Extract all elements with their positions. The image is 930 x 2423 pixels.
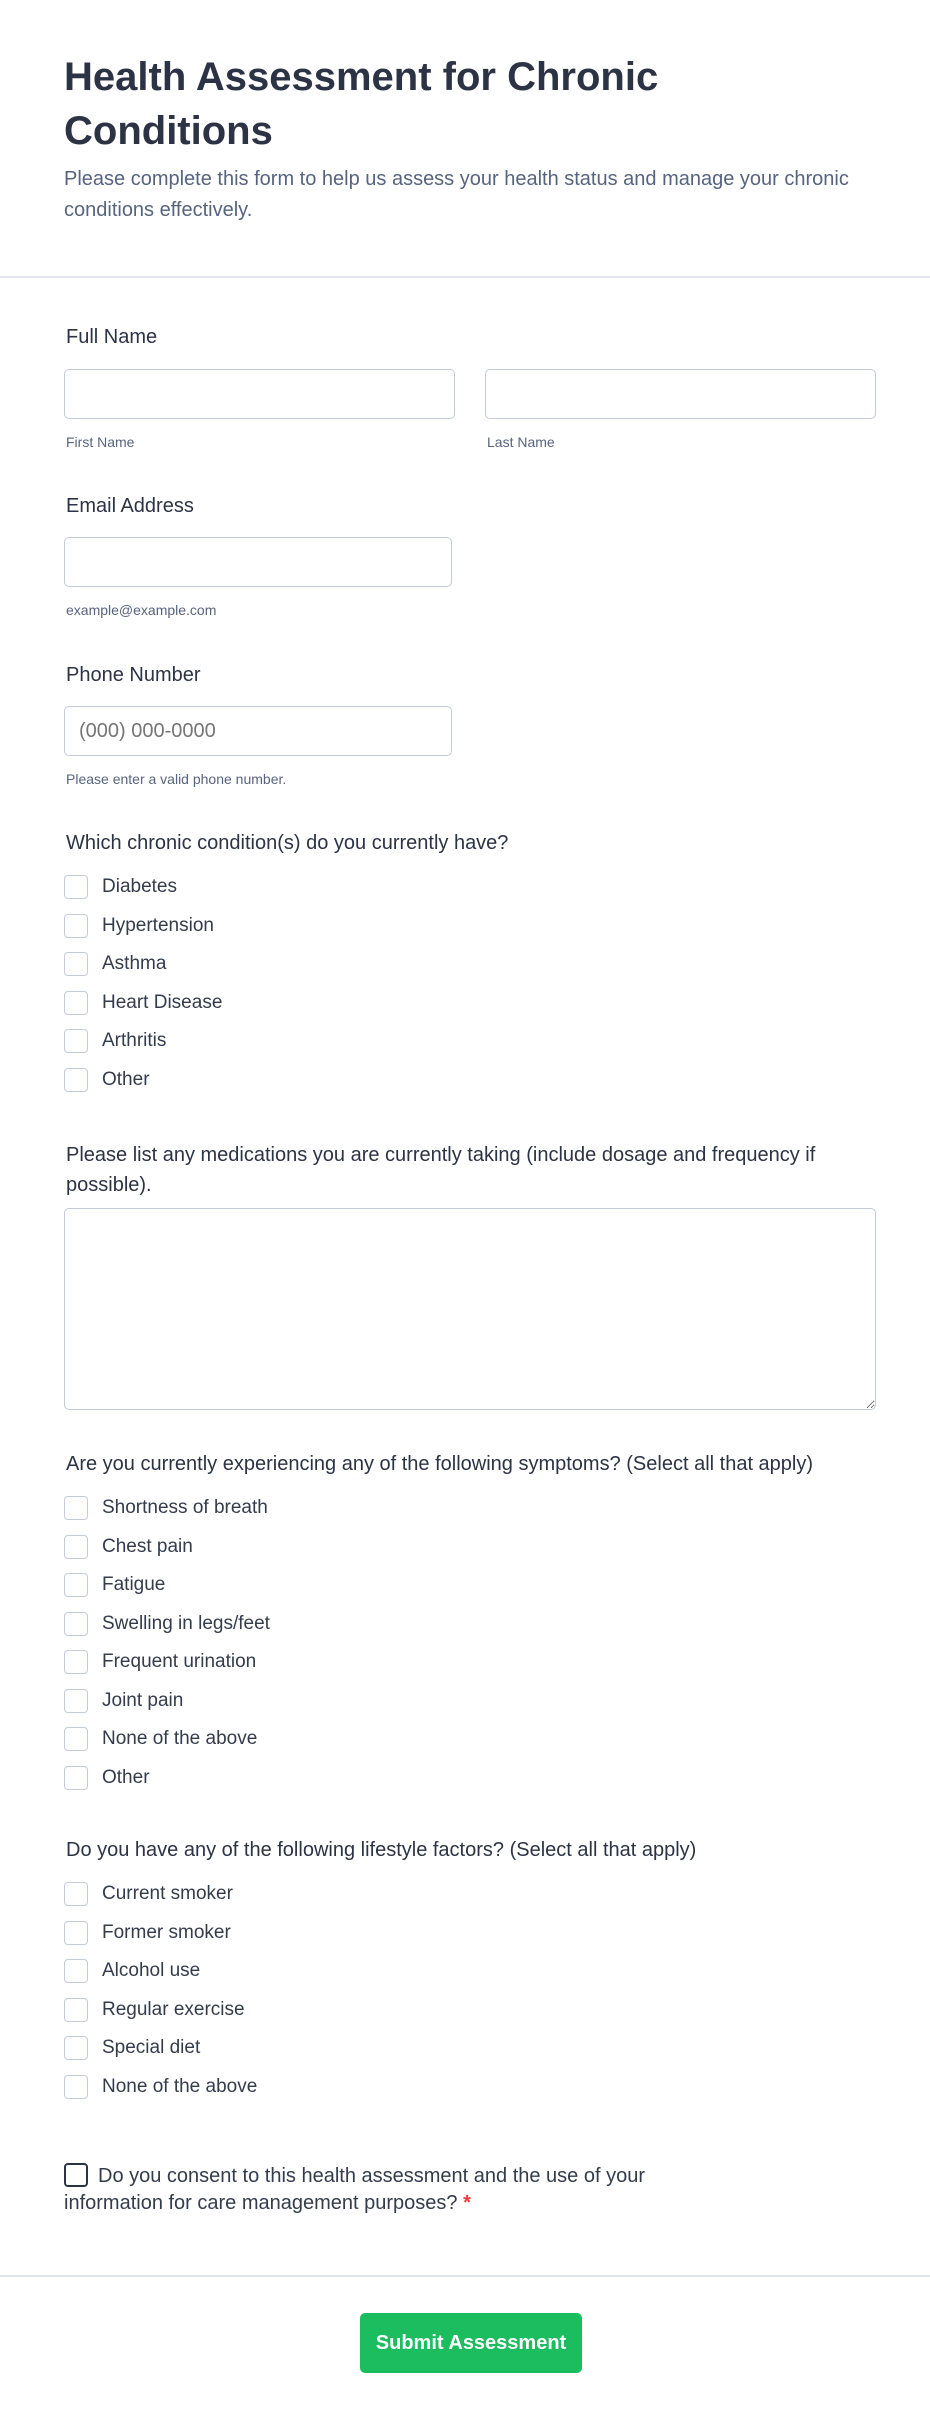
phone-label: Phone Number [66,664,201,686]
symptoms-option[interactable] [64,1489,268,1528]
option-label: Current smoker [102,1883,233,1905]
consent-label: Do you consent to this health assessment and the use of your information for care management purposes? [64,2165,645,2214]
checkbox[interactable] [64,1535,88,1559]
checkbox[interactable] [64,1882,88,1906]
medications-textarea[interactable] [64,1208,876,1410]
option-label: Hypertension [102,914,214,936]
email-input[interactable] [64,537,452,587]
checkbox[interactable] [64,1766,88,1790]
full-name-label: Full Name [66,326,158,348]
symptoms-option[interactable] [64,1566,165,1605]
option-label: Chest pain [102,1535,193,1557]
symptoms-option[interactable] [64,1605,270,1644]
lifestyle-option[interactable] [64,2029,200,2068]
checkbox[interactable] [64,1727,88,1751]
checkbox[interactable] [64,1573,88,1597]
lifestyle-option[interactable] [64,1914,231,1953]
symptoms-option[interactable] [64,1682,183,1721]
checkbox[interactable] [64,1998,88,2022]
required-mark: * [463,2192,471,2214]
checkbox[interactable] [64,1921,88,1945]
option-label: Frequent urination [102,1651,257,1673]
email-label: Email Address [66,495,194,517]
checkbox[interactable] [64,1650,88,1674]
option-label: Other [102,1068,150,1090]
checkbox[interactable] [64,1068,88,1092]
option-label: Heart Disease [102,991,223,1013]
submit-button[interactable]: Submit Assessment [360,2313,582,2373]
option-label: Fatigue [102,1574,166,1596]
symptoms-option[interactable] [64,1720,257,1759]
option-label: Regular exercise [102,1998,245,2020]
option-label: Joint pain [102,1689,184,1711]
last-name-input[interactable] [485,369,876,419]
lifestyle-option[interactable] [64,1991,245,2030]
header-divider [0,276,930,278]
first-name-hint: First Name [66,434,135,450]
conditions-option[interactable] [64,907,214,946]
option-label: Arthritis [102,1030,167,1052]
checkbox[interactable] [64,875,88,899]
option-label: Diabetes [102,876,177,898]
first-name-input[interactable] [64,369,455,419]
symptoms-label: Are you currently experiencing any of the following symptoms? (Select all that apply) [66,1453,814,1475]
lifestyle-option[interactable] [64,1875,233,1914]
lifestyle-option[interactable] [64,2068,257,2107]
lifestyle-label: Do you have any of the following lifestyle factors? (Select all that apply) [66,1839,697,1861]
lifestyle-option[interactable] [64,1952,200,1991]
consent-field [64,2163,704,2217]
page-title: Health Assessment for Chronic Conditions [64,55,659,153]
conditions-option[interactable] [64,1022,166,1061]
option-label: Special diet [102,2037,201,2059]
email-hint: example@example.com [66,602,217,618]
footer-divider [0,2275,930,2277]
option-label: Shortness of breath [102,1497,268,1519]
option-label: Former smoker [102,1921,231,1943]
symptoms-option[interactable] [64,1528,193,1567]
checkbox[interactable] [64,1496,88,1520]
symptoms-option[interactable] [64,1643,256,1682]
checkbox[interactable] [64,991,88,1015]
checkbox[interactable] [64,2036,88,2060]
checkbox[interactable] [64,1612,88,1636]
conditions-option[interactable] [64,1061,150,1100]
checkbox[interactable] [64,2075,88,2099]
option-label: Alcohol use [102,1960,201,1982]
option-label: None of the above [102,1728,258,1750]
checkbox[interactable] [64,1959,88,1983]
conditions-option[interactable] [64,945,166,984]
consent-checkbox[interactable] [64,2163,88,2187]
checkbox[interactable] [64,952,88,976]
symptoms-option[interactable] [64,1759,150,1798]
conditions-option[interactable] [64,984,222,1023]
option-label: Other [102,1766,150,1788]
phone-input[interactable] [64,706,452,756]
checkbox[interactable] [64,1029,88,1053]
conditions-option[interactable] [64,868,177,907]
checkbox[interactable] [64,914,88,938]
option-label: Asthma [102,953,167,975]
option-label: Swelling in legs/feet [102,1612,270,1634]
medications-label: Please list any medications you are currently taking (include dosage and frequency if possible). [66,1144,816,1196]
page-subtitle: Please complete this form to help us assess your health status and manage your chronic conditions effectively. [64,168,849,221]
checkbox[interactable] [64,1689,88,1713]
option-label: None of the above [102,2075,258,2097]
conditions-label: Which chronic condition(s) do you currently have? [66,832,509,854]
last-name-hint: Last Name [487,434,555,450]
phone-hint: Please enter a valid phone number. [66,771,287,787]
